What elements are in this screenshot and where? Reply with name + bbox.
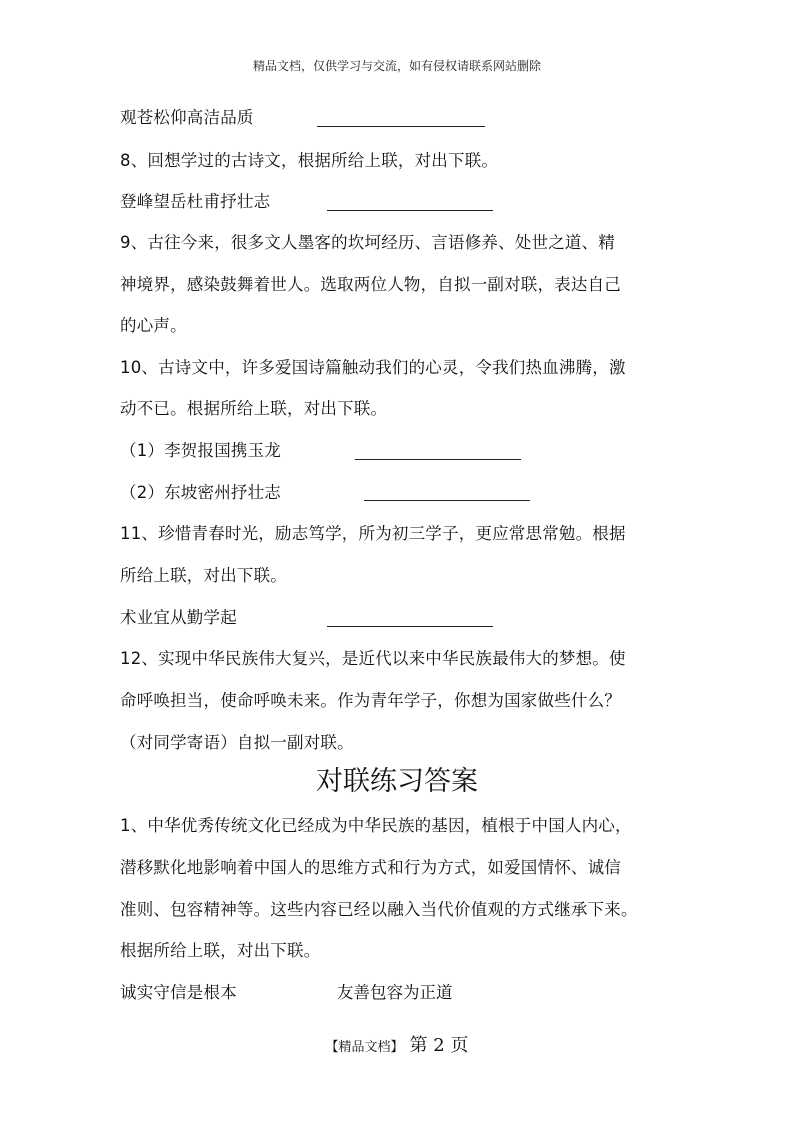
answer-1-line: 根据所给上联，对出下联。 — [120, 941, 321, 960]
answer-blank[interactable] — [327, 626, 493, 627]
question-12-line: （对同学寄语）自拟一副对联。 — [120, 733, 354, 752]
question-10-line: 动不已。根据所给上联，对出下联。 — [120, 399, 388, 418]
question-10: 10、古诗文中，许多爱国诗篇触动我们的心灵，令我们热血沸腾，激 — [120, 358, 626, 377]
page-footer — [0, 1031, 794, 1057]
answer-section-title: 对联练习答案 — [316, 766, 478, 797]
question-12-line: 命呼唤担当，使命呼唤未来。作为青年学子，你想为国家做些什么？ — [120, 691, 621, 710]
couplet-prompt: （2）东坡密州抒壮志 — [120, 483, 281, 502]
footer-label: 【精品文档】 — [325, 1040, 404, 1055]
question-9: 9、古往今来，很多文人墨客的坎坷经历、言语修养、处世之道、精 — [120, 233, 615, 252]
answer-1: 1、中华优秀传统文化已经成为中华民族的基因，植根于中国人内心， — [120, 816, 632, 835]
answer-blank[interactable] — [364, 500, 530, 501]
answer-lower-couplet: 友善包容为正道 — [337, 983, 453, 1002]
page-header: 精品文档，仅供学习与交流，如有侵权请联系网站删除 — [252, 59, 541, 73]
question-12: 12、实现中华民族伟大复兴，是近代以来中华民族最伟大的梦想。使 — [120, 649, 626, 668]
question-11: 11、珍惜青春时光，励志笃学，所为初三学子，更应常思常勉。根据 — [120, 524, 626, 543]
answer-blank[interactable] — [327, 210, 493, 211]
page-number: 第 2 页 — [409, 1035, 469, 1056]
question-9-line: 的心声。 — [120, 316, 187, 335]
couplet-prompt: 登峰望岳杜甫抒壮志 — [120, 192, 271, 211]
couplet-prompt: 术业宜从勤学起 — [120, 608, 237, 627]
question-9-line: 神境界，感染鼓舞着世人。选取两位人物，自拟一副对联，表达自己 — [120, 275, 621, 294]
couplet-prompt: （1）李贺报国携玉龙 — [120, 441, 281, 460]
question-11-line: 所给上联，对出下联。 — [120, 566, 287, 585]
couplet-prompt: 观苍松仰高洁品质 — [120, 108, 254, 127]
answer-upper-couplet: 诚实守信是根本 — [120, 983, 237, 1002]
answer-1-line: 潜移默化地影响着中国人的思维方式和行为方式，如爱国情怀、诚信 — [120, 858, 621, 877]
answer-blank[interactable] — [317, 126, 485, 127]
answer-blank[interactable] — [355, 459, 521, 460]
question-8: 8、回想学过的古诗文，根据所给上联，对出下联。 — [120, 151, 499, 170]
answer-1-line: 准则、包容精神等。这些内容已经以融入当代价值观的方式继承下来。 — [120, 900, 638, 919]
